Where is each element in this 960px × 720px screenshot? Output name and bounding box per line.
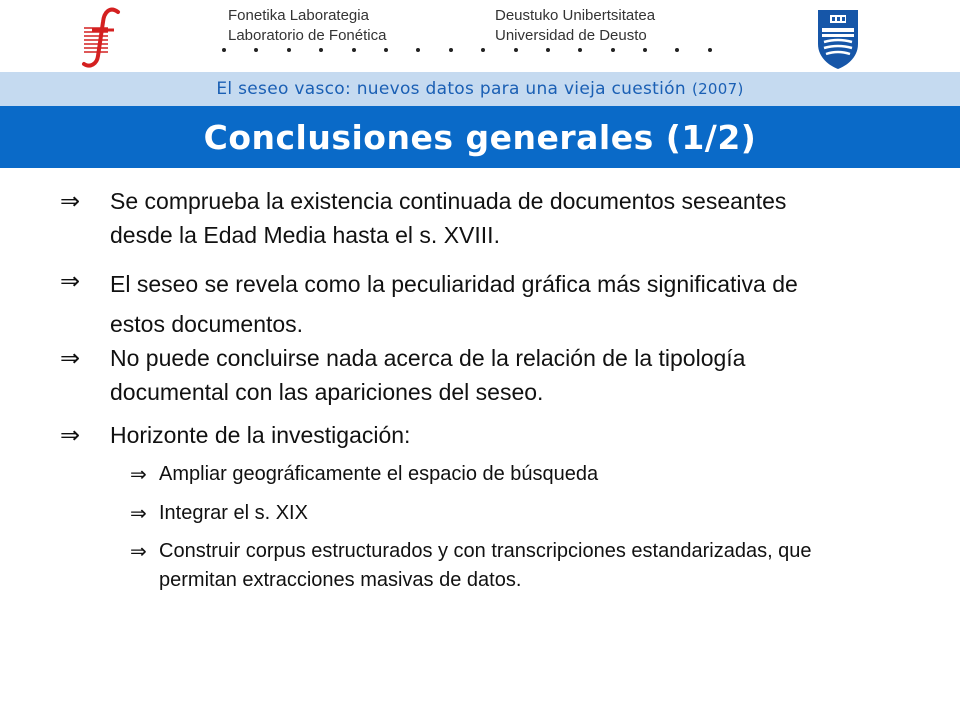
bullet-text: No puede concluirse nada acerca de la relación de la tipología documental con las apariciones del seseo. (110, 345, 746, 405)
slide-title-bar (0, 106, 960, 168)
double-arrow-icon: ⇒ (60, 187, 81, 215)
lab-name-basque: Fonetika Laborategia (228, 7, 369, 24)
double-arrow-icon: ⇒ (60, 267, 81, 295)
double-arrow-icon: ⇒ (130, 462, 147, 486)
university-name (495, 6, 655, 46)
slide-title: Conclusiones generales (1/2) (203, 117, 757, 157)
deusto-shield-logo-icon (816, 8, 860, 70)
bullet-item (60, 264, 850, 344)
double-arrow-icon: ⇒ (130, 501, 147, 525)
double-arrow-icon: ⇒ (60, 344, 81, 372)
lab-name (228, 6, 386, 46)
sub-bullet-item (130, 460, 830, 489)
dotted-divider (222, 48, 712, 62)
sub-bullet-text: Construir corpus estructurados y con transcripciones estandarizadas, que permitan extracciones masivas de datos. (159, 540, 812, 591)
lab-name-spanish: Laboratorio de Fonética (228, 27, 387, 44)
bullet-item (60, 341, 850, 409)
bullet-text: Horizonte de la investigación: (110, 422, 411, 448)
double-arrow-icon: ⇒ (60, 421, 81, 449)
sub-bullet-item (130, 537, 830, 595)
bullet-item (60, 184, 850, 252)
presentation-year: (2007) (691, 80, 744, 98)
slide-header (0, 0, 960, 72)
presentation-subtitle: El seseo vasco: nuevos datos para una vieja cuestión (216, 79, 686, 99)
university-name-spanish: Universidad de Deusto (495, 27, 647, 44)
double-arrow-icon: ⇒ (130, 539, 147, 563)
university-name-basque: Deustuko Unibertsitatea (495, 7, 656, 24)
sub-bullet-text: Ampliar geográficamente el espacio de búsqueda (159, 463, 599, 485)
bullet-item (60, 418, 850, 452)
sub-bullet-text: Integrar el s. XIX (159, 502, 308, 524)
sub-bullet-item (130, 499, 830, 528)
bullet-text: Se comprueba la existencia continuada de documentos seseantes desde la Edad Media hasta el s. XVIII. (110, 188, 787, 248)
fonetica-f-logo-icon (78, 6, 128, 70)
presentation-subtitle-bar (0, 72, 960, 106)
bullet-text: El seseo se revela como la peculiaridad gráfica más significativa de estos documentos. (110, 271, 798, 337)
